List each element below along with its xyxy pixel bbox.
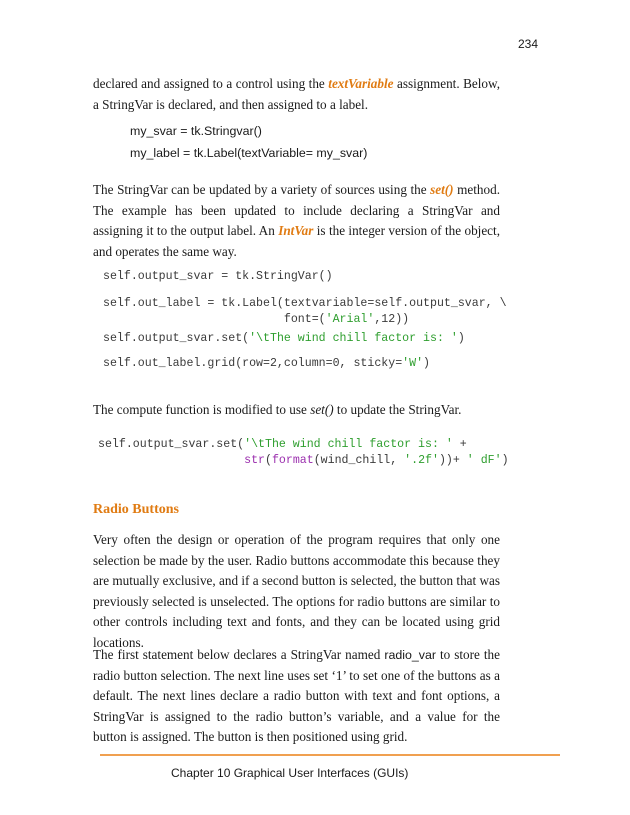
code2-l2-str1: '.2f' (404, 454, 439, 467)
code2-line-2 (98, 453, 509, 469)
paragraph-stringvar-update (93, 180, 500, 262)
paragraph-radio-intro: Very often the design or operation of the program requires that only one selection be made by the user. Radio buttons accommodate this because they are mutually exclusive, and if a second button is selected, the button that was previously selected is unselected. The options for radio buttons are similar to other controls including text and fonts, and they can be located using grid locations. (93, 532, 500, 650)
code2-l2-p1: ( (264, 454, 272, 467)
paragraph-compute (93, 400, 500, 421)
code-l3-post: ) (457, 332, 465, 345)
p5-text-a: The first statement below declares a StringVar named (93, 647, 385, 662)
p2-term-intvar: IntVar (278, 223, 314, 239)
paragraph-radio-statements (93, 645, 500, 748)
p2-text-a: The StringVar can be updated by a variety of sources using the (93, 182, 431, 197)
code-l2b-pre: font=( (103, 313, 326, 326)
p2-term-set: set() (430, 182, 454, 197)
section-heading-radio-buttons: Radio Buttons (93, 502, 179, 517)
code-line-grid (103, 356, 430, 372)
code2-l1-pre: self.output_svar.set( (98, 438, 245, 451)
p5-term: radio_var (384, 648, 436, 662)
code-l3-pre: self.output_svar.set( (103, 332, 250, 345)
p3-term: set() (310, 402, 334, 417)
p5-text-c: to store the radio button selection. The next line uses set ‘1’ to set one of the buttons as a default. The next lines declare a radio button with text and font options, a StringVar is assigned to the radio button’s variable, and a value for the button is assigned. The button is then positioned using grid. (93, 647, 500, 745)
code-line-stringvar: self.output_svar = tk.StringVar() (103, 270, 333, 283)
code-l4-post: ) (423, 357, 431, 370)
code2-l2-p3: ))+ (438, 454, 467, 467)
code2-l2-pad (98, 454, 244, 467)
code2-kw-str: str (244, 454, 265, 467)
p2-text-e: is the integer version of the object, and operates the same way. (93, 223, 500, 259)
code2-l1-str: '\tThe wind chill factor is: ' (244, 438, 453, 451)
code-l4-str: 'W' (402, 357, 424, 370)
code-l2b-str: 'Arial' (325, 313, 375, 326)
code2-l2-p4: ) (501, 454, 509, 467)
footer-rule (100, 754, 560, 756)
page-number: 234 (518, 37, 539, 51)
code-line-label-font (103, 312, 409, 328)
code2-l1-post: + (452, 438, 467, 451)
p1-term: textVariable (328, 76, 394, 91)
code-line-set (103, 331, 465, 347)
paragraph-textvariable (93, 74, 500, 115)
code-l3-str: '\tThe wind chill factor is: ' (249, 332, 458, 345)
p1-text-c: assignment. Below, a StringVar is declared, and then assigned to a label. (93, 76, 500, 112)
p1-text-a: declared and assigned to a control using the (93, 76, 329, 91)
code2-l2-str2: ' dF' (466, 454, 502, 467)
p3-text-a: The compute function is modified to use (93, 402, 311, 417)
example-line-2: my_label = tk.Label(textVariable= my_svar) (130, 146, 368, 160)
code-l2b-post: ,12)) (374, 313, 410, 326)
code2-l2-p2: (wind_chill, (313, 454, 405, 467)
code2-line-1 (98, 437, 467, 453)
code2-kw-format: format (271, 454, 314, 467)
example-line-1: my_svar = tk.Stringvar() (130, 124, 262, 138)
p3-text-c: to update the StringVar. (333, 402, 462, 417)
footer-chapter-title: Chapter 10 Graphical User Interfaces (GUIs) (171, 766, 409, 780)
code-l4-pre: self.out_label.grid(row=2,column=0, sticky= (103, 357, 403, 370)
code-line-label: self.out_label = tk.Label(textvariable=self.output_svar, \ (103, 297, 507, 310)
p2-text-c: method. The example has been updated to include declaring a StringVar and assigning it to the output label. An (93, 182, 500, 239)
